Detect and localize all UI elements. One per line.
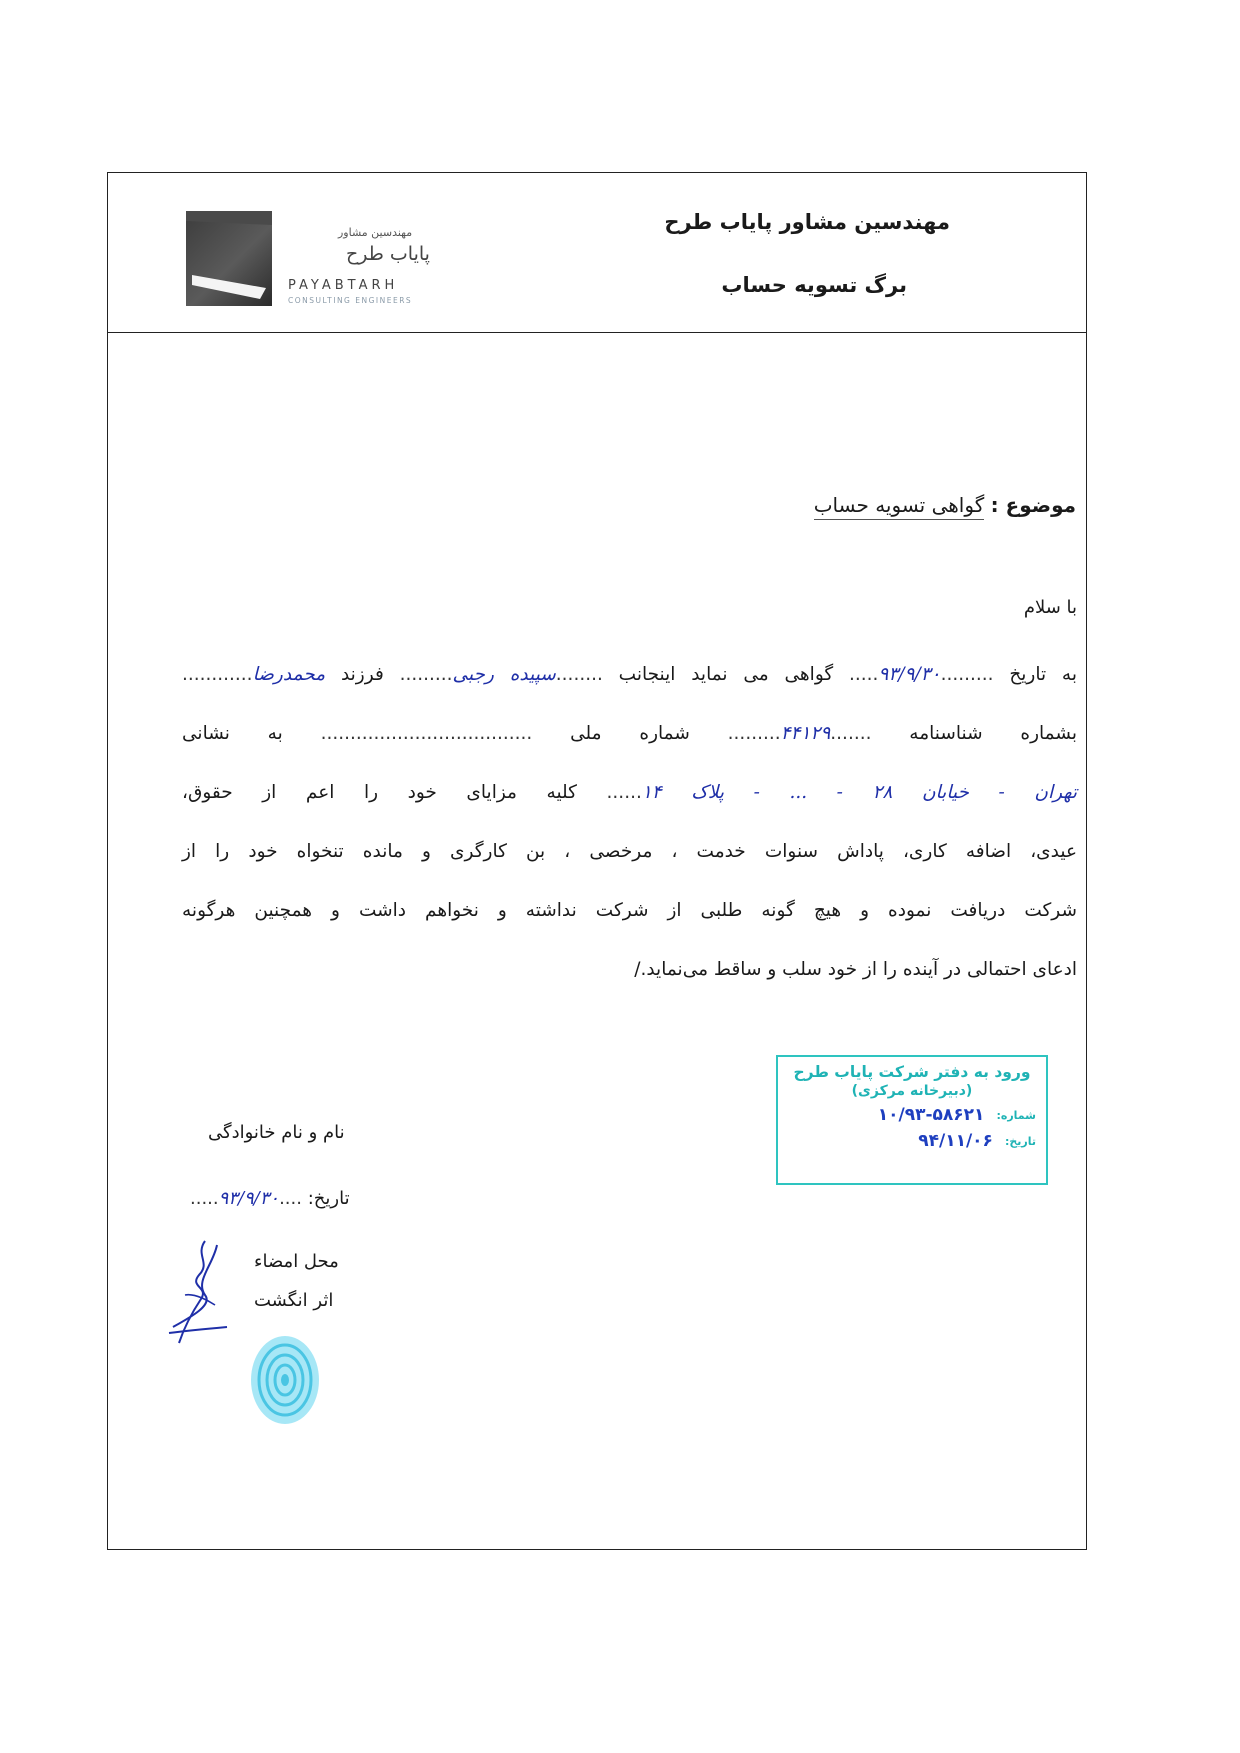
company-name: مهندسین مشاور پایاب طرح xyxy=(664,210,950,234)
header-divider xyxy=(107,332,1087,333)
fingerprint-icon xyxy=(245,1330,325,1430)
subject-value: گواهی تسویه حساب xyxy=(814,493,985,520)
signature-date-label: تاریخ: xyxy=(307,1188,350,1209)
stamp-subtitle: (دبیرخانه مرکزی) xyxy=(851,1083,973,1099)
handwritten-name: سپیده رجبی xyxy=(452,664,556,685)
logo-text-persian: پایاب طرح xyxy=(346,243,430,265)
company-logo-mark xyxy=(186,211,272,306)
body-line-4: عیدی، اضافه کاری، پاداش سنوات خدمت ، مرخصی ، بن کارگری و مانده تنخواه خود را از xyxy=(182,841,1077,862)
text-id-number: بشماره شناسنامه xyxy=(909,723,1077,744)
handwritten-father-name: محمدرضا xyxy=(252,664,326,685)
signature-place-label: محل امضاء xyxy=(254,1251,339,1272)
stamp-date-label: تاریخ: xyxy=(1004,1134,1036,1148)
form-title: برگ تسویه حساب xyxy=(721,273,907,297)
subject-label: موضوع : xyxy=(990,493,1076,517)
body-line-6: ادعای احتمالی در آینده را از خود سلب و ساقط می‌نماید./ xyxy=(634,959,1077,980)
registration-stamp xyxy=(776,1055,1048,1185)
logo-text-latin: PAYABTARH xyxy=(288,278,399,293)
subject-line xyxy=(814,493,1076,517)
text-address: به نشانی xyxy=(182,723,283,744)
body-paragraph xyxy=(182,645,1077,999)
text-child-of: فرزند xyxy=(340,664,384,685)
body-line-5: شرکت دریافت نموده و هیچ گونه طلبی از شرکت نداشته و نخواهم داشت و همچنین هرگونه xyxy=(182,900,1077,921)
handwritten-signature xyxy=(165,1235,235,1355)
stamp-date-value: ۹۴/۱۱/۰۶ xyxy=(918,1131,993,1151)
stamp-title: ورود به دفتر شرکت پایاب طرح xyxy=(793,1063,1031,1081)
fingerprint-label: اثر انگشت xyxy=(254,1290,334,1311)
body-line-1: به تاریخ .........۹۳/۹/۳۰..... گواهی می نماید اینجانب ........سپیده رجبی......... فرزند محمدرضا............ xyxy=(182,664,1077,685)
stamp-number-label: شماره: xyxy=(996,1108,1036,1122)
body-line-2: بشماره شناسنامه .......۴۴۱۲۹......... شماره ملی .................................... به نشانی xyxy=(182,723,1077,744)
text-benefits: کلیه مزایای خود را اعم از حقوق، xyxy=(182,782,577,803)
logo-text-small: مهندسین مشاور xyxy=(338,226,413,239)
signature-date-value: ۹۳/۹/۳۰ xyxy=(218,1188,280,1209)
handwritten-id-number: ۴۴۱۲۹ xyxy=(780,723,831,744)
handwritten-date: ۹۳/۹/۳۰ xyxy=(878,664,941,685)
logo-text-sub: CONSULTING ENGINEERS xyxy=(288,296,413,305)
signature-date: تاریخ: ....۹۳/۹/۳۰..... xyxy=(190,1188,350,1209)
text-date-intro: به تاریخ xyxy=(1009,664,1077,685)
name-label: نام و نام خانوادگی xyxy=(208,1122,345,1143)
stamp-number-value: ۱۰/۹۳-۵۸۶۲۱ xyxy=(877,1105,985,1125)
body-line-3: تهران - خیابان ۲۸ - ... - پلاک ۱۴...... کلیه مزایای خود را اعم از حقوق، xyxy=(182,782,1077,803)
handwritten-address: تهران - خیابان ۲۸ - ... - پلاک ۱۴ xyxy=(641,782,1077,803)
greeting: با سلام xyxy=(1023,597,1077,618)
text-national-code: شماره ملی xyxy=(570,723,690,744)
text-certify: گواهی می نماید اینجانب xyxy=(618,664,834,685)
